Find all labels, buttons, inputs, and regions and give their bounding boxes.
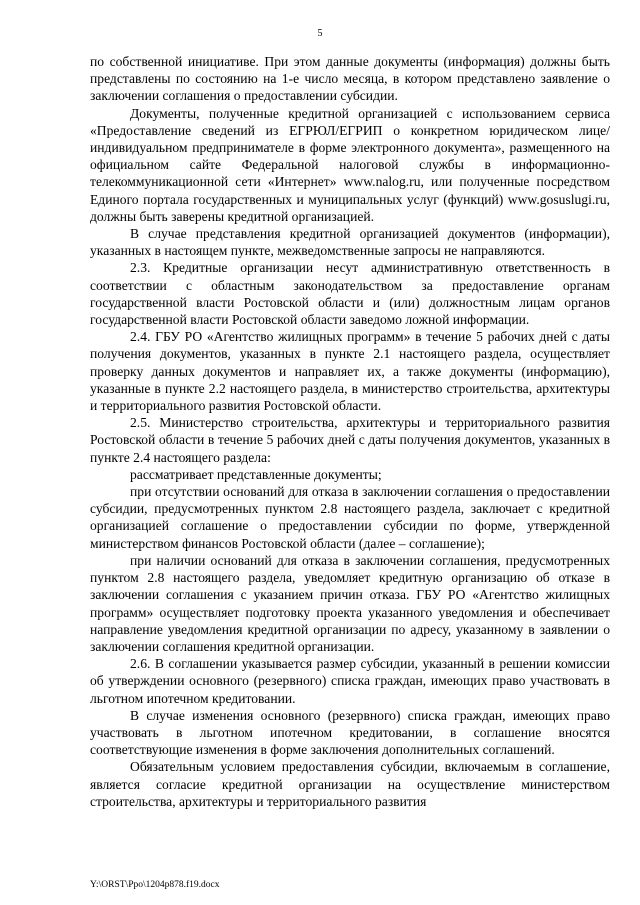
document-body: [90, 53, 610, 810]
paragraph: 2.6. В соглашении указывается размер субсидии, указанный в решении комиссии об утверждении основного (резервного) списка граждан, имеющих право участвовать в льготном ипотечном кредитовании.: [90, 656, 610, 706]
paragraph: 2.5. Министерство строительства, архитектуры и территориального развития Ростовской области в течение 5 рабочих дней с даты получения документов, указанных в пункте 2.4 настоящего раздела:: [90, 415, 610, 465]
page-number: 5: [317, 28, 323, 39]
paragraph: 2.4. ГБУ РО «Агентство жилищных программ» в течение 5 рабочих дней с даты получения документов, указанных в пункте 2.1 настоящего раздела, осуществляет проверку данных документов и направляет их, а также документы (информацию), указанные в пункте 2.2 настоящего раздела, в министерство строительства, архитектуры и территориального развития Ростовской области.: [90, 329, 610, 414]
paragraph: по собственной инициативе. При этом данные документы (информация) должны быть представлены по состоянию на 1-е число месяца, в котором представлено заявление о заключении соглашения о предоставлении субсидии.: [90, 54, 610, 104]
paragraph: при отсутствии оснований для отказа в заключении соглашения о предоставлении субсидии, предусмотренных пунктом 2.8 настоящего раздела, заключает с кредитной организацией соглашение о предоставлении субсидии по форме, утвержденной министерством финансов Ростовской области (далее – соглашение);: [90, 484, 610, 551]
paragraph: 2.3. Кредитные организации несут административную ответственность в соответствии с областным законодательством за предоставление органам государственной власти Ростовской области и (или) должностным лицам органов государственной власти Ростовской области заведомо ложной информации.: [90, 260, 610, 328]
paragraph: В случае представления кредитной организацией документов (информации), указанных в настоящем пункте, межведомственные запросы не направляются.: [90, 226, 610, 259]
paragraph: при наличии оснований для отказа в заключении соглашения, предусмотренных пунктом 2.8 настоящего раздела, уведомляет кредитную организацию об отказе в заключении соглашения с указанием причин отказа. ГБУ РО «Агентство жилищных программ» осуществляет подготовку проекта указанного уведомления и обеспечивает направление уведомления кредитной организации по адресу, указанному в заявлении о заключении соглашения кредитной организации.: [90, 552, 610, 654]
paragraph: Документы, полученные кредитной организацией с использованием сервиса «Предоставление сведений из ЕГРЮЛ/ЕГРИП о конкретном юридическом лице/индивидуальном предпринимателе в форме электронного документа», размещенного на официальном сайте Федеральной налоговой службы в информационно-телекоммуникационной сети «Интернет» www.nalog.ru, или полученные посредством Единого портала государственных и муниципальных услуг (функций) www.gosuslugi.ru, должны быть заверены кредитной организацией.: [90, 105, 610, 224]
paragraph: рассматривает представленные документы;: [130, 466, 382, 482]
paragraph: В случае изменения основного (резервного) списка граждан, имеющих право участвовать в льготном ипотечном кредитовании, в соглашение вносятся соответствующие изменения в форме заключения дополнительных соглашений.: [90, 707, 610, 758]
paragraph: Обязательным условием предоставления субсидии, включаемым в соглашение, является согласие кредитной организации на осуществление министерством строительства, архитектуры и территориального развития: [90, 759, 610, 809]
footer-file-path: Y:\ORST\Ppo\1204p878.f19.docx: [90, 880, 220, 890]
